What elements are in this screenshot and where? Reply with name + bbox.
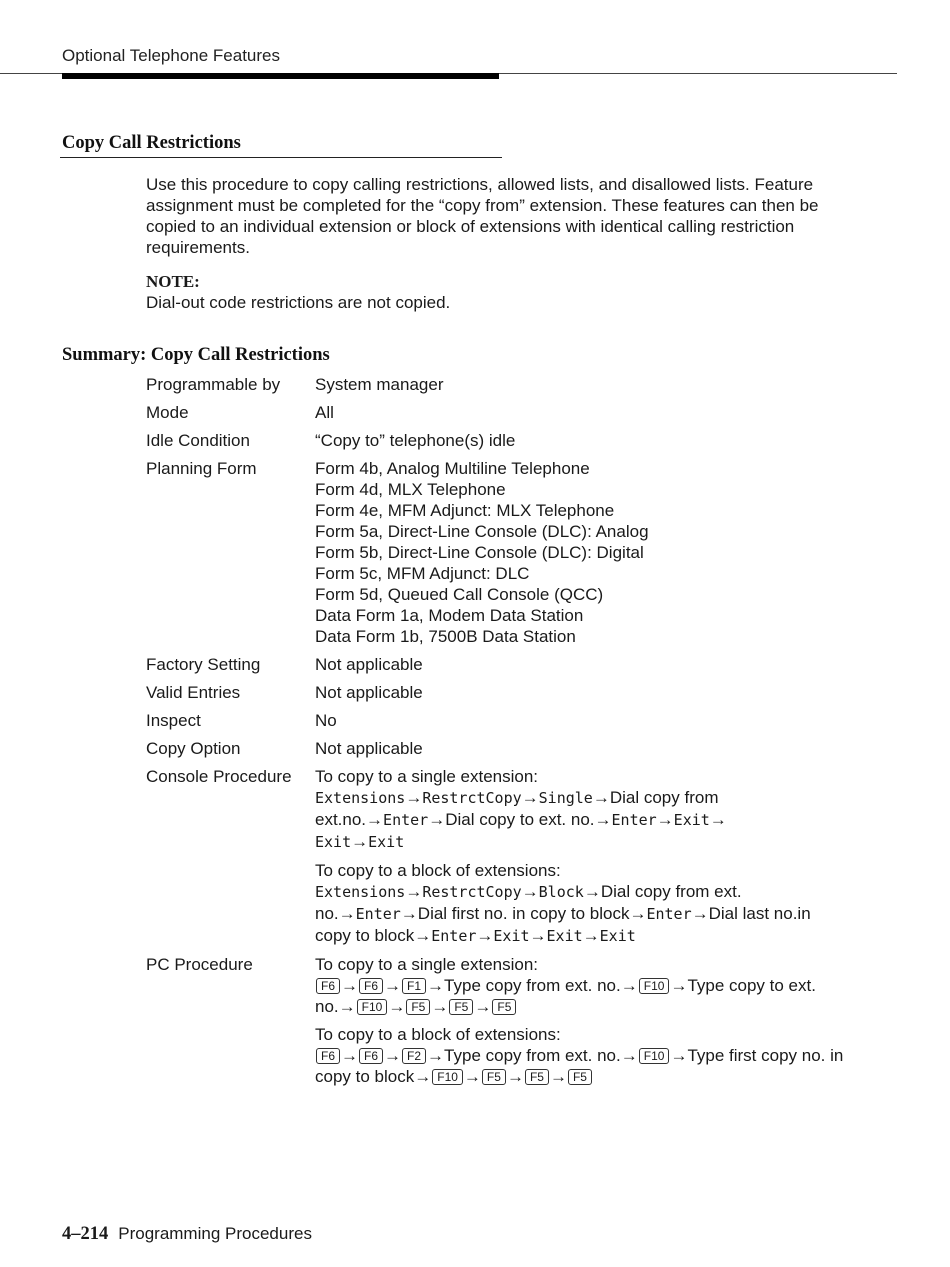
section-title: Copy Call Restrictions xyxy=(62,133,241,153)
label-factory-setting: Factory Setting xyxy=(146,655,261,674)
planning-form-item: Data Form 1a, Modem Data Station xyxy=(315,606,584,625)
row-copy-option xyxy=(146,738,846,759)
label-mode: Mode xyxy=(146,403,189,422)
row-inspect xyxy=(146,710,846,731)
value-factory-setting: Not applicable xyxy=(315,655,423,674)
console-block-intro: To copy to a block of extensions: xyxy=(315,861,561,880)
arrow-icon: → xyxy=(691,904,709,923)
function-key: F10 xyxy=(639,1048,670,1064)
function-key: F6 xyxy=(359,1048,383,1064)
function-key: F10 xyxy=(357,999,388,1015)
label-copy-option: Copy Option xyxy=(146,739,241,758)
arrow-icon: → xyxy=(656,810,674,829)
arrow-icon: → xyxy=(338,904,356,923)
note-text: Dial-out code restrictions are not copied. xyxy=(146,293,451,312)
arrow-icon: → xyxy=(474,997,492,1016)
row-valid-entries xyxy=(146,682,846,703)
function-key: F1 xyxy=(402,978,426,994)
arrow-icon: → xyxy=(629,904,647,923)
planning-form-item: Form 5c, MFM Adjunct: DLC xyxy=(315,564,530,583)
label-console-procedure: Console Procedure xyxy=(146,767,292,786)
arrow-icon: → xyxy=(414,926,432,945)
arrow-icon: → xyxy=(463,1067,481,1086)
arrow-icon: → xyxy=(709,810,727,829)
arrow-icon: → xyxy=(388,997,406,1016)
arrow-icon: → xyxy=(351,832,369,851)
arrow-icon: → xyxy=(341,976,359,995)
console-instruction: Dial last no.in copy to block xyxy=(315,904,811,945)
label-inspect: Inspect xyxy=(146,711,201,730)
note-label: NOTE: xyxy=(146,272,200,291)
arrow-icon: → xyxy=(582,926,600,945)
row-pc-procedure xyxy=(146,954,846,1087)
function-key: F10 xyxy=(432,1069,463,1085)
planning-form-item: Form 4b, Analog Multiline Telephone xyxy=(315,459,590,478)
function-key: F6 xyxy=(359,978,383,994)
function-key: F5 xyxy=(525,1069,549,1085)
row-programmable-by xyxy=(146,374,846,395)
arrow-icon: → xyxy=(529,926,547,945)
function-key: F10 xyxy=(639,978,670,994)
page-number: 4–214 xyxy=(62,1224,109,1244)
chapter-title: Programming Procedures xyxy=(118,1224,312,1243)
pc-block-procedure xyxy=(315,1024,846,1087)
console-step: Exit xyxy=(673,811,710,829)
arrow-icon: → xyxy=(384,976,402,995)
function-key: F5 xyxy=(449,999,473,1015)
label-valid-entries: Valid Entries xyxy=(146,683,241,702)
pc-instruction: Type first copy no. in copy to block xyxy=(315,1046,844,1086)
arrow-icon: → xyxy=(521,788,539,807)
console-step: Enter xyxy=(646,905,692,923)
arrow-icon: → xyxy=(583,882,601,901)
value-console-procedure xyxy=(315,766,846,947)
section-rule xyxy=(60,157,502,158)
arrow-icon: → xyxy=(366,810,384,829)
console-step: RestrctCopy xyxy=(422,883,522,901)
function-key: F5 xyxy=(482,1069,506,1085)
row-mode xyxy=(146,402,846,423)
value-idle-condition: “Copy to” telephone(s) idle xyxy=(315,431,516,450)
console-step: Exit xyxy=(493,927,530,945)
value-valid-entries: Not applicable xyxy=(315,683,423,702)
console-single-procedure xyxy=(315,766,846,853)
function-key: F6 xyxy=(316,1048,340,1064)
label-idle-condition: Idle Condition xyxy=(146,431,250,450)
arrow-icon: → xyxy=(431,997,449,1016)
arrow-icon: → xyxy=(428,810,446,829)
arrow-icon: → xyxy=(341,1046,359,1065)
row-console-procedure xyxy=(146,766,846,947)
arrow-icon: → xyxy=(384,1046,402,1065)
value-planning-form xyxy=(315,458,846,647)
pc-instruction: Type copy to ext. no. xyxy=(315,976,816,1016)
arrow-icon: → xyxy=(592,788,610,807)
arrow-icon: → xyxy=(506,1067,524,1086)
pc-single-procedure xyxy=(315,954,846,1017)
console-step: Single xyxy=(538,789,593,807)
arrow-icon: → xyxy=(670,976,688,995)
value-copy-option: Not applicable xyxy=(315,739,423,758)
row-factory-setting xyxy=(146,654,846,675)
header-rule-thick xyxy=(62,73,499,79)
console-step: Exit xyxy=(599,927,636,945)
planning-form-item: Form 4d, MLX Telephone xyxy=(315,480,506,499)
page-footer xyxy=(62,1224,312,1245)
function-key: F6 xyxy=(316,978,340,994)
arrow-icon: → xyxy=(521,882,539,901)
console-instruction: Dial copy to ext. no. xyxy=(445,810,595,829)
summary-table xyxy=(146,374,846,1094)
planning-form-item: Form 5b, Direct-Line Console (DLC): Digital xyxy=(315,543,644,562)
console-step: Enter xyxy=(383,811,429,829)
console-step: Block xyxy=(538,883,584,901)
running-header: Optional Telephone Features xyxy=(62,46,281,65)
label-programmable-by: Programmable by xyxy=(146,375,281,394)
function-key: F5 xyxy=(568,1069,592,1085)
arrow-icon: → xyxy=(476,926,494,945)
value-pc-procedure xyxy=(315,954,846,1087)
console-step: Extensions xyxy=(315,883,406,901)
planning-form-item: Form 5d, Queued Call Console (QCC) xyxy=(315,585,604,604)
console-step: Exit xyxy=(546,927,583,945)
arrow-icon: → xyxy=(670,1046,688,1065)
function-key: F5 xyxy=(492,999,516,1015)
arrow-icon: → xyxy=(549,1067,567,1086)
row-idle-condition xyxy=(146,430,846,451)
function-key: F2 xyxy=(402,1048,426,1064)
console-block-procedure xyxy=(315,860,846,947)
intro-paragraph: Use this procedure to copy calling restrictions, allowed lists, and disallowed lists. Feature assignment must be completed for the “copy from” extension. These features can then be copied to an individual extension or block of extensions with identical calling restriction requirements. xyxy=(146,175,819,257)
console-instruction: Dial copy from ext. no. xyxy=(315,882,742,923)
console-step: Exit xyxy=(315,833,352,851)
function-key: F5 xyxy=(406,999,430,1015)
arrow-icon: → xyxy=(620,1046,638,1065)
label-planning-form: Planning Form xyxy=(146,459,257,478)
arrow-icon: → xyxy=(414,1067,432,1086)
value-mode: All xyxy=(315,403,334,422)
planning-form-item: Form 5a, Direct-Line Console (DLC): Analog xyxy=(315,522,649,541)
arrow-icon: → xyxy=(338,997,356,1016)
pc-block-intro: To copy to a block of extensions: xyxy=(315,1025,561,1044)
console-step: Enter xyxy=(611,811,657,829)
arrow-icon: → xyxy=(405,788,423,807)
value-inspect: No xyxy=(315,711,337,730)
console-step: Enter xyxy=(431,927,477,945)
arrow-icon: → xyxy=(594,810,612,829)
planning-form-item: Data Form 1b, 7500B Data Station xyxy=(315,627,576,646)
planning-form-item: Form 4e, MFM Adjunct: MLX Telephone xyxy=(315,501,615,520)
value-programmable-by: System manager xyxy=(315,375,444,394)
row-planning-form xyxy=(146,458,846,647)
arrow-icon: → xyxy=(405,882,423,901)
pc-single-intro: To copy to a single extension: xyxy=(315,955,539,974)
arrow-icon: → xyxy=(620,976,638,995)
console-instruction: Dial first no. in copy to block xyxy=(417,904,630,923)
arrow-icon: → xyxy=(427,976,445,995)
console-step: Extensions xyxy=(315,789,406,807)
console-step: RestrctCopy xyxy=(422,789,522,807)
console-step: Enter xyxy=(355,905,401,923)
pc-instruction: Type copy from ext. no. xyxy=(444,976,621,995)
console-step: Exit xyxy=(368,833,405,851)
arrow-icon: → xyxy=(400,904,418,923)
console-single-intro: To copy to a single extension: xyxy=(315,767,539,786)
summary-title: Summary: Copy Call Restrictions xyxy=(62,345,330,365)
pc-instruction: Type copy from ext. no. xyxy=(444,1046,621,1065)
label-pc-procedure: PC Procedure xyxy=(146,955,253,974)
console-instruction: Dial copy from ext.no. xyxy=(315,788,719,829)
arrow-icon: → xyxy=(427,1046,445,1065)
